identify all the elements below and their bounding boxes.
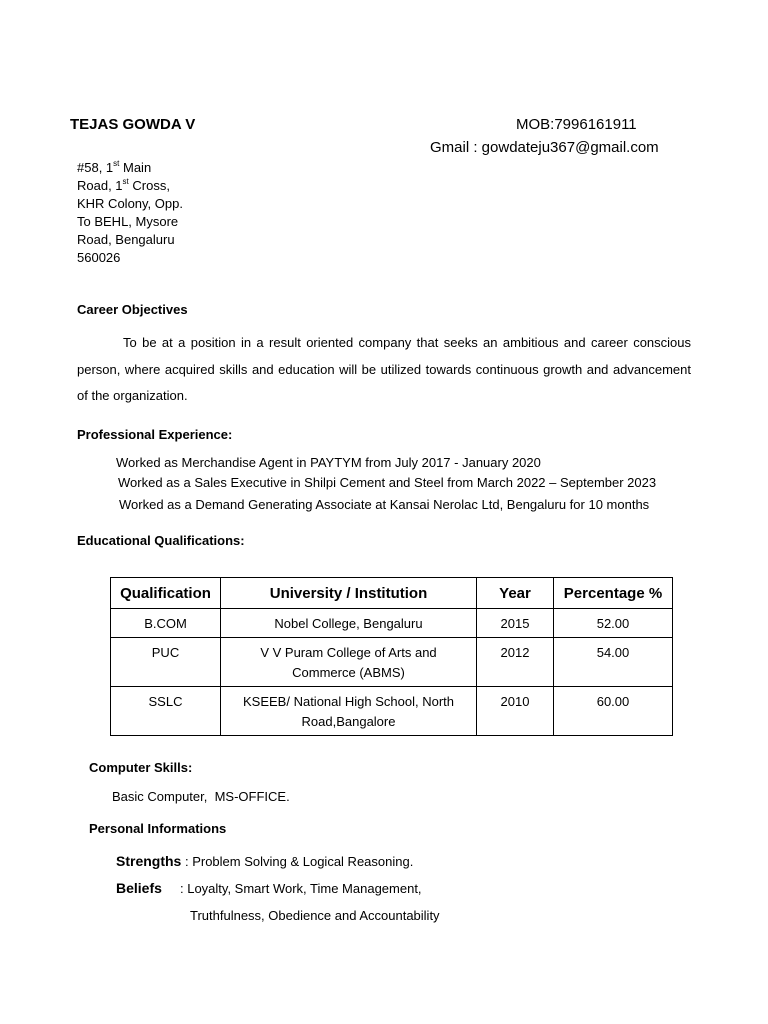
table-header-row — [111, 578, 673, 609]
address-line: Road, Bengaluru — [77, 232, 175, 247]
table-cell: PUC — [111, 638, 221, 687]
education-heading: Educational Qualifications: — [77, 533, 245, 548]
address-line: 560026 — [77, 250, 121, 265]
career-objectives-body: To be at a position in a result oriented company that seeks an ambitious and career conscious person, where acquired skills and education will be utilized towards continuous growth and advancement of the organization. — [77, 335, 691, 403]
candidate-name: TEJAS GOWDA V — [70, 116, 196, 133]
email-address: Gmail : gowdateju367@gmail.com — [430, 139, 659, 156]
address-text: Cross, — [128, 178, 170, 193]
strengths-row — [116, 853, 413, 869]
experience-item: Worked as Merchandise Agent in PAYTYM from July 2017 - January 2020 — [116, 455, 541, 470]
address-line: To BEHL, Mysore — [77, 214, 179, 229]
column-header: Qualification — [111, 578, 221, 609]
address-line — [77, 177, 183, 195]
address-superscript: st — [122, 177, 129, 186]
experience-heading: Professional Experience: — [77, 427, 233, 442]
table-cell: SSLC — [111, 687, 221, 736]
address-text: #58, 1 — [77, 160, 114, 175]
table-row — [111, 638, 673, 687]
column-header: University / Institution — [221, 578, 477, 609]
table-cell: 2012 — [477, 638, 554, 687]
beliefs-label: Beliefs — [116, 880, 162, 896]
table-cell: 54.00 — [554, 638, 673, 687]
beliefs-row — [116, 880, 422, 896]
education-table — [110, 577, 673, 736]
mobile-number: MOB:7996161911 — [516, 116, 637, 133]
table-cell: 2015 — [477, 609, 554, 638]
strengths-value: : Problem Solving & Logical Reasoning. — [184, 854, 414, 869]
table-row — [111, 687, 673, 736]
computer-skills-text: Basic Computer, MS-OFFICE. — [112, 789, 290, 804]
experience-item: Worked as a Sales Executive in Shilpi Cement and Steel from March 2022 – September 2023 — [118, 475, 657, 490]
address-block — [77, 159, 183, 267]
strengths-label: Strengths — [116, 853, 182, 869]
career-objectives-text — [77, 330, 691, 410]
table-cell: V V Puram College of Arts and Commerce (ABMS) — [221, 638, 477, 687]
personal-info-heading: Personal Informations — [89, 821, 227, 836]
computer-skills-heading: Computer Skills: — [89, 760, 193, 775]
column-header: Year — [477, 578, 554, 609]
career-objectives-heading: Career Objectives — [77, 302, 188, 317]
table-cell: 2010 — [477, 687, 554, 736]
table-cell: KSEEB/ National High School, North Road,Bangalore — [221, 687, 477, 736]
beliefs-value-continued: Truthfulness, Obedience and Accountability — [190, 908, 440, 923]
table-cell: 60.00 — [554, 687, 673, 736]
address-text: Main — [119, 160, 152, 175]
address-superscript: st — [113, 159, 120, 168]
column-header: Percentage % — [554, 578, 673, 609]
address-line: KHR Colony, Opp. — [77, 196, 183, 211]
address-text: Road, 1 — [77, 178, 123, 193]
address-line — [77, 159, 183, 177]
table-cell: 52.00 — [554, 609, 673, 638]
beliefs-value: : Loyalty, Smart Work, Time Management, — [180, 881, 422, 896]
table-row — [111, 609, 673, 638]
experience-item: Worked as a Demand Generating Associate at Kansai Nerolac Ltd, Bengaluru for 10 months — [119, 497, 650, 512]
table-cell: Nobel College, Bengaluru — [221, 609, 477, 638]
table-cell: B.COM — [111, 609, 221, 638]
